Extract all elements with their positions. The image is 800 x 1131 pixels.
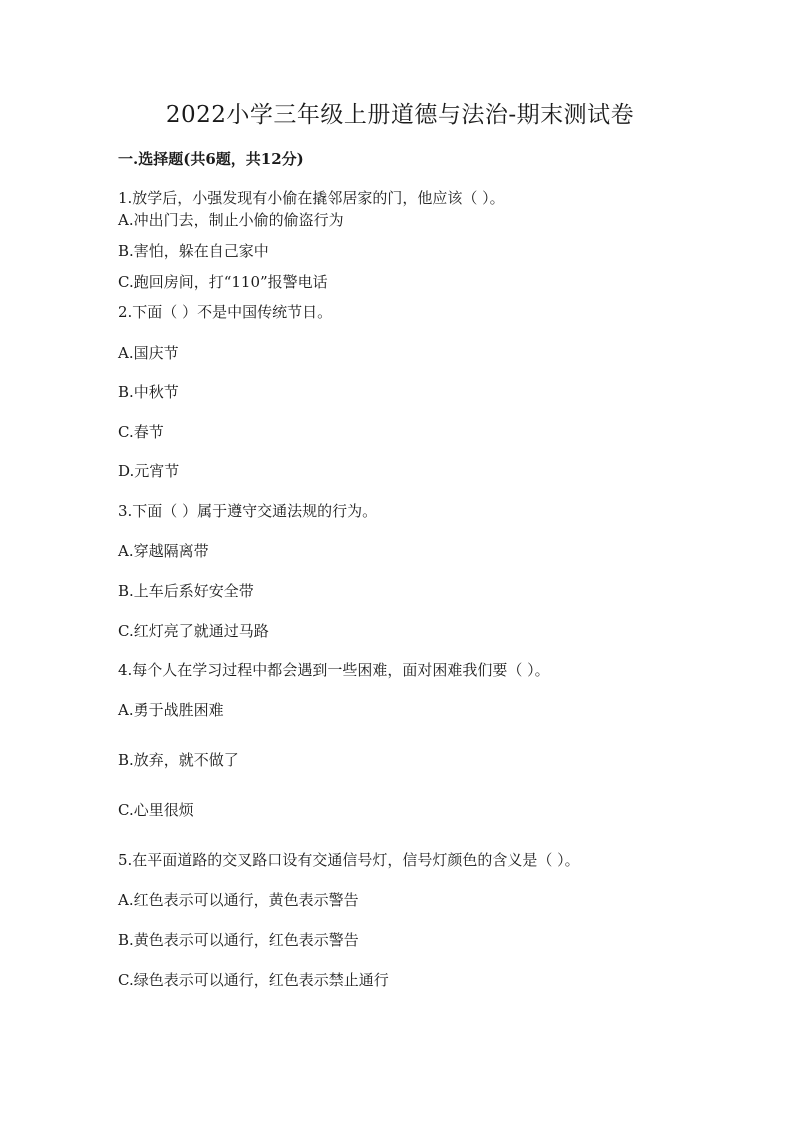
question-4-option-c: C.心里很烦 <box>118 801 194 819</box>
question-2-stem: 2.下面（ ）不是中国传统节日。 <box>118 303 333 321</box>
question-4-option-b: B.放弃，就不做了 <box>118 751 239 769</box>
question-1-option-b: B.害怕，躲在自己家中 <box>118 242 269 260</box>
question-3-option-b: B.上车后系好安全带 <box>118 582 254 600</box>
question-2-option-b: B.中秋节 <box>118 383 179 401</box>
question-5-option-a: A.红色表示可以通行，黄色表示警告 <box>118 891 359 909</box>
question-2-option-c: C.春节 <box>118 423 164 441</box>
section-heading: 一.选择题(共6题，共12分) <box>118 150 304 168</box>
question-3-option-c: C.红灯亮了就通过马路 <box>118 622 269 640</box>
question-3-stem: 3.下面（ ）属于遵守交通法规的行为。 <box>118 502 378 520</box>
question-4-option-a: A.勇于战胜困难 <box>118 701 224 719</box>
question-5-option-c: C.绿色表示可以通行，红色表示禁止通行 <box>118 971 389 989</box>
question-2-option-d: D.元宵节 <box>118 462 180 480</box>
question-1-stem: 1.放学后，小强发现有小偷在撬邻居家的门，他应该（ ）。 <box>118 189 505 207</box>
question-5-stem: 5.在平面道路的交叉路口设有交通信号灯，信号灯颜色的含义是（ ）。 <box>118 851 580 869</box>
question-3-option-a: A.穿越隔离带 <box>118 542 209 560</box>
question-1-option-a: A.冲出门去，制止小偷的偷盗行为 <box>118 211 344 229</box>
page-title: 2022小学三年级上册道德与法治-期末测试卷 <box>165 102 635 128</box>
question-2-option-a: A.国庆节 <box>118 344 179 362</box>
question-4-stem: 4.每个人在学习过程中都会遇到一些困难，面对困难我们要（ ）。 <box>118 661 550 679</box>
question-1-option-c: C.跑回房间，打“110”报警电话 <box>118 273 328 291</box>
question-5-option-b: B.黄色表示可以通行，红色表示警告 <box>118 931 359 949</box>
